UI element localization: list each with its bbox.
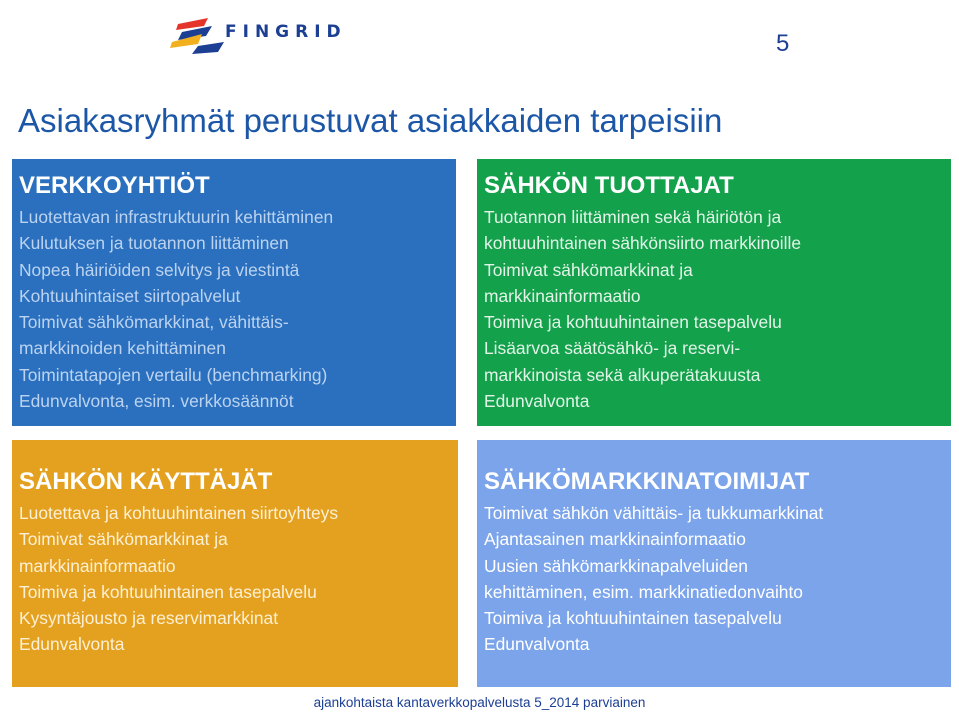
- list-item: Lisäarvoa säätösähkö- ja reservi-: [484, 338, 741, 359]
- list-item: markkinainformaatio: [19, 555, 176, 576]
- page-number: 5: [776, 30, 790, 57]
- list-item: Toimiva ja kohtuuhintainen tasepalvelu: [484, 312, 782, 333]
- box-lines: [19, 500, 458, 658]
- list-item: Luotettava ja kohtuuhintainen siirtoyhteys: [19, 503, 339, 523]
- list-item: Kulutuksen ja tuotannon liittäminen: [19, 233, 289, 254]
- box-heading: SÄHKÖN TUOTTAJAT: [484, 172, 734, 199]
- footer-text: ajankohtaista kantaverkkopalvelusta 5_2014 parviainen: [313, 695, 646, 710]
- list-item: Toimivat sähkömarkkinat ja: [484, 259, 693, 280]
- slide-title: Asiakasryhmät perustuvat asiakkaiden tarpeisiin: [18, 102, 723, 139]
- box-sahkon-tuottajat: [477, 159, 951, 426]
- box-heading: SÄHKÖN KÄYTTÄJÄT: [19, 468, 273, 495]
- list-item: Toimivat sähkön vähittäis- ja tukkumarkkinat: [484, 503, 824, 523]
- list-item: Kohtuuhintaiset siirtopalvelut: [19, 285, 241, 306]
- list-item: Uusien sähkömarkkinapalveluiden: [484, 555, 748, 576]
- list-item: markkinoiden kehittäminen: [19, 338, 226, 359]
- list-item: Edunvalvonta, esim. verkkosäännöt: [19, 391, 294, 412]
- list-item: Toimivat sähkömarkkinat, vähittäis-: [19, 312, 289, 333]
- list-item: Edunvalvonta: [484, 391, 590, 412]
- box-heading: SÄHKÖMARKKINATOIMIJAT: [484, 468, 810, 495]
- list-item: markkinoista sekä alkuperätakuusta: [484, 364, 761, 385]
- box-sahkon-kayttajat: [12, 440, 458, 687]
- box-lines: [19, 204, 456, 414]
- list-item: Edunvalvonta: [19, 634, 125, 655]
- list-item: kohtuuhintainen sähkönsiirto markkinoille: [484, 233, 802, 254]
- logo-text: FINGRID: [225, 22, 347, 42]
- box-lines: [484, 500, 951, 658]
- list-item: kehittäminen, esim. markkinatiedonvaihto: [484, 581, 803, 602]
- list-item: Toimiva ja kohtuuhintainen tasepalvelu: [484, 608, 782, 629]
- box-sahkomarkkinatoimijat: [477, 440, 951, 687]
- box-lines: [484, 204, 951, 414]
- list-item: Nopea häiriöiden selvitys ja viestintä: [19, 259, 300, 280]
- list-item: Kysyntäjousto ja reservimarkkinat: [19, 608, 279, 629]
- list-item: Toimivat sähkömarkkinat ja: [19, 529, 228, 550]
- box-heading: VERKKOYHTIÖT: [19, 172, 210, 199]
- list-item: Toimintatapojen vertailu (benchmarking): [19, 364, 328, 385]
- list-item: markkinainformaatio: [484, 285, 641, 306]
- list-item: Tuotannon liittäminen sekä häiriötön ja: [484, 207, 782, 227]
- box-verkkoyhtiot: [12, 159, 456, 426]
- list-item: Luotettavan infrastruktuurin kehittäminen: [19, 207, 334, 227]
- list-item: Toimiva ja kohtuuhintainen tasepalvelu: [19, 581, 317, 602]
- list-item: Edunvalvonta: [484, 634, 590, 655]
- list-item: Ajantasainen markkinainformaatio: [484, 529, 746, 550]
